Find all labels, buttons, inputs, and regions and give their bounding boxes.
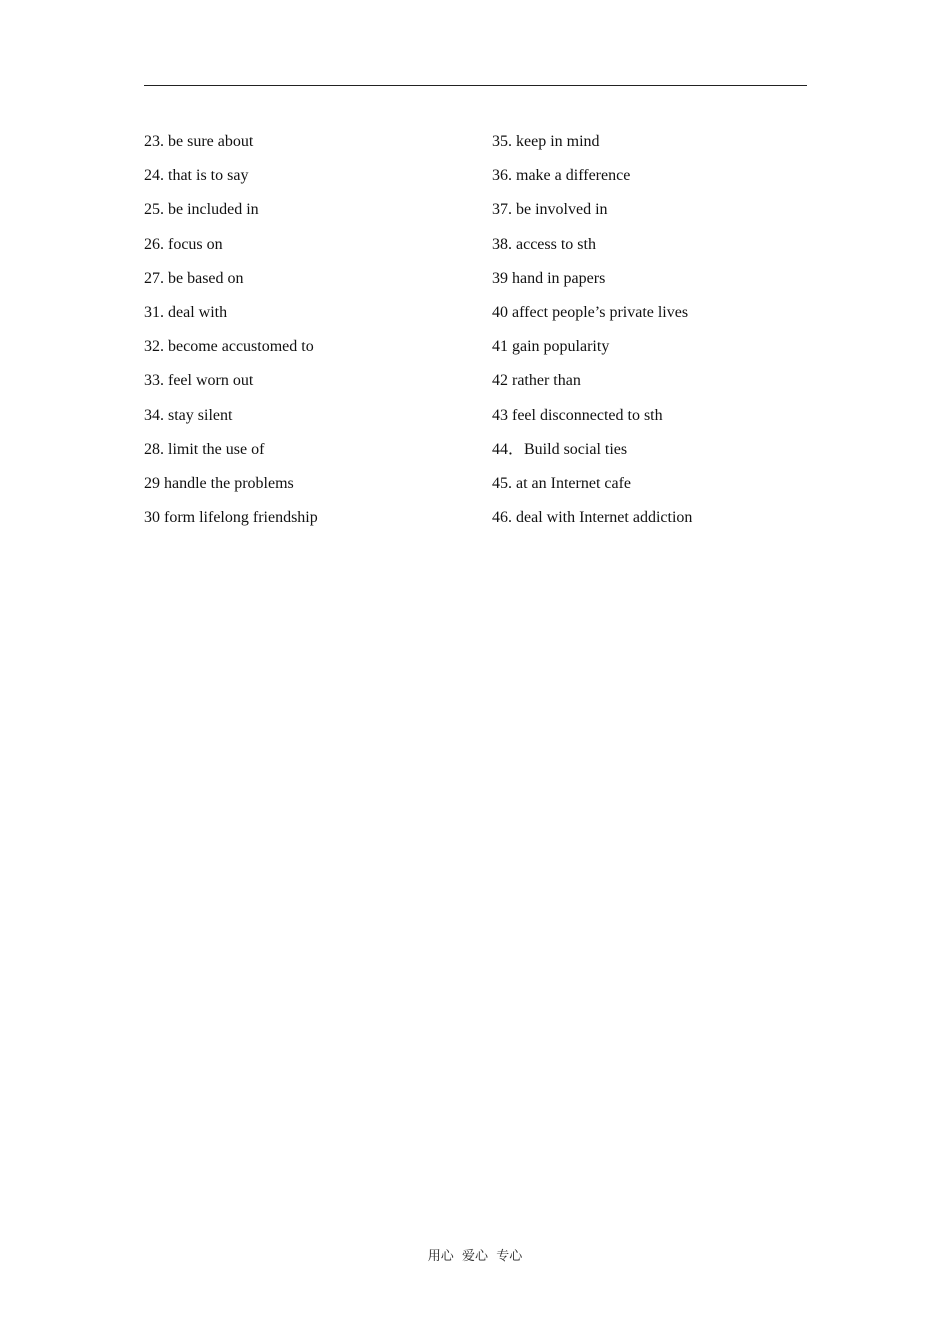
phrase-left: 28. limit the use of (144, 440, 265, 458)
phrase-left: 24. that is to say (144, 167, 249, 185)
phrase-row (144, 125, 807, 159)
phrase-right: 46. deal with Internet addiction (492, 509, 693, 527)
phrase-right: 41 gain popularity (492, 338, 610, 356)
phrase-right: 38. access to sth (492, 235, 596, 253)
page-footer: 用心 爱心 专心 (427, 1249, 523, 1264)
phrase-right: 40 affect people’s private lives (492, 304, 689, 322)
phrase-left: 25. be included in (144, 201, 259, 219)
phrase-row (144, 228, 807, 262)
phrase-right: 39 hand in papers (492, 269, 606, 287)
phrase-row (144, 159, 807, 193)
phrase-right: 45. at an Internet cafe (492, 474, 632, 492)
phrase-right: 43 feel disconnected to sth (492, 406, 663, 424)
phrase-left: 34. stay silent (144, 406, 233, 424)
phrase-right: 36. make a difference (492, 167, 631, 185)
phrase-row (144, 399, 807, 433)
phrase-row (144, 467, 807, 501)
phrase-row (144, 433, 807, 467)
phrase-row (144, 501, 807, 535)
phrase-row (144, 262, 807, 296)
phrase-row (144, 364, 807, 398)
phrase-right: 35. keep in mind (492, 133, 600, 151)
phrase-row (144, 193, 807, 227)
phrase-row (144, 296, 807, 330)
phrase-right: 42 rather than (492, 372, 581, 390)
phrase-row (144, 330, 807, 364)
header-rule (144, 85, 807, 86)
phrase-left: 33. feel worn out (144, 372, 254, 390)
phrase-right: 37. be involved in (492, 201, 608, 219)
phrase-left: 31. deal with (144, 304, 228, 322)
phrase-table (144, 125, 807, 535)
phrase-left: 27. be based on (144, 269, 244, 287)
phrase-right: 44．Build social ties (492, 440, 628, 458)
phrase-left: 23. be sure about (144, 133, 254, 151)
phrase-left: 32. become accustomed to (144, 338, 314, 356)
phrase-left: 26. focus on (144, 235, 223, 253)
phrase-left: 30 form lifelong friendship (144, 509, 318, 527)
phrase-left: 29 handle the problems (144, 474, 294, 492)
